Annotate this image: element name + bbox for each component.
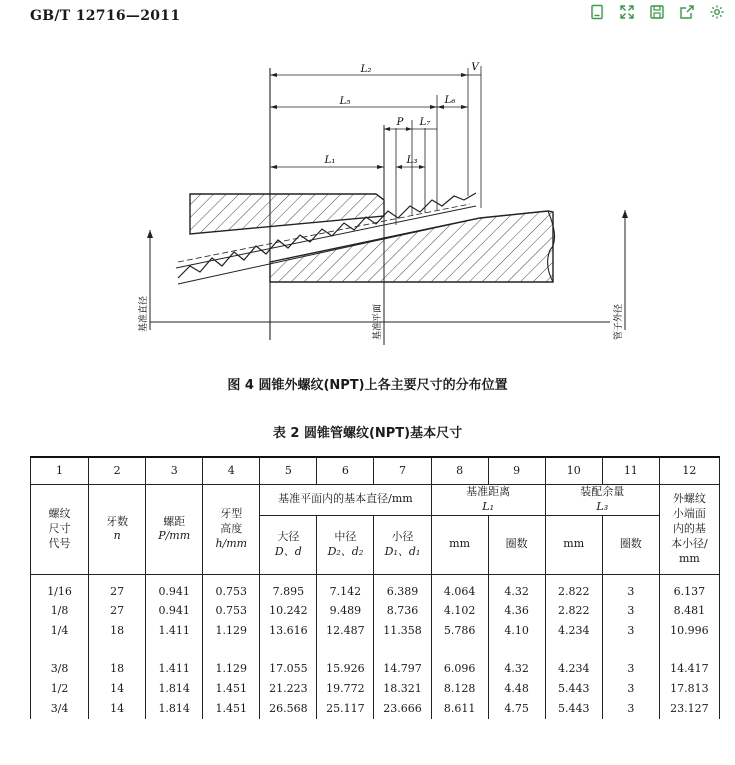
table-cell: 3/8 [31,659,89,679]
table-cell: 8.736 [374,601,431,621]
col-number: 2 [89,457,146,485]
table-cell: 17.813 [659,679,719,699]
table-cell: 0.941 [146,574,203,601]
header-ref-distance-mm: mm [431,515,488,574]
standard-number: GB/T 12716—2011 [30,8,181,24]
table-cell: 5.786 [431,621,488,641]
table-cell: 6.137 [659,574,719,601]
label-reference-plane: 基准平面 [373,303,383,340]
share-icon [679,4,695,20]
table-row [31,574,720,601]
table-cell: 18 [89,659,146,679]
label-L7: L₇ [419,117,431,128]
col-number: 12 [659,457,719,485]
table-cell-empty [203,641,260,659]
label-L6: L₆ [444,95,456,106]
table-cell: 27 [89,601,146,621]
table-cell: 9.489 [317,601,374,621]
table-cell-empty [146,641,203,659]
table-cell: 0.753 [203,601,260,621]
table-cell: 4.064 [431,574,488,601]
table-cell: 1.451 [203,679,260,699]
share-button[interactable] [673,1,701,23]
table-cell: 1/2 [31,679,89,699]
table-cell: 4.102 [431,601,488,621]
page-icon [589,4,605,20]
table-cell: 5.443 [545,699,602,719]
table-cell: 25.117 [317,699,374,719]
table-body [31,574,720,719]
table-cell: 4.36 [488,601,545,621]
table-cell: 3 [602,659,659,679]
table-cell: 2.822 [545,574,602,601]
table-cell: 1.814 [146,679,203,699]
table-cell: 1.411 [146,659,203,679]
header-thread-height: 牙型 高度 h/mm [203,485,260,575]
label-V: V [471,62,479,73]
table-cell: 27 [89,574,146,601]
header-minor-diameter: 小径 D₁、d₁ [374,515,431,574]
col-number: 5 [260,457,317,485]
label-L2: L₂ [360,64,372,75]
table-cell: 26.568 [260,699,317,719]
table-cell-empty [545,641,602,659]
table-cell: 12.487 [317,621,374,641]
header-major-diameter: 大径 D、d [260,515,317,574]
table-cell: 4.234 [545,659,602,679]
table-cell-empty [659,641,719,659]
table-cell: 4.32 [488,574,545,601]
label-reference-diameter: 基准直径 [139,295,149,332]
table-cell-empty [31,641,89,659]
table-cell: 7.142 [317,574,374,601]
save-button[interactable] [643,1,671,23]
table-cell: 4.48 [488,679,545,699]
table-cell: 0.941 [146,601,203,621]
table-cell: 14.417 [659,659,719,679]
dimension-P [384,117,412,131]
table-cell: 19.772 [317,679,374,699]
table-cell: 18 [89,621,146,641]
table-cell: 23.666 [374,699,431,719]
label-P: P [396,117,404,128]
col-number: 4 [203,457,260,485]
expand-icon [619,4,635,20]
table-cell: 1.129 [203,621,260,641]
col-number: 11 [602,457,659,485]
dimension-V [468,62,481,75]
col-number: 1 [31,457,89,485]
table-group-gap [31,641,720,659]
table-cell: 4.32 [488,659,545,679]
table-cell: 6.389 [374,574,431,601]
header-thread-size-code: 螺纹 尺寸 代号 [31,485,89,575]
label-L3: L₃ [406,155,418,166]
table-cell-empty [317,641,374,659]
col-number: 10 [545,457,602,485]
table-cell: 8.481 [659,601,719,621]
table-cell-empty [260,641,317,659]
dimension-L5 [270,96,437,109]
header-threads-per-inch: 牙数 n [89,485,146,575]
table-cell: 21.223 [260,679,317,699]
col-number: 7 [374,457,431,485]
table-cell: 14 [89,699,146,719]
table-cell: 3 [602,574,659,601]
viewer-toolbar [583,0,735,24]
header-allowance-mm: mm [545,515,602,574]
table-row [31,659,720,679]
table-cell: 8.611 [431,699,488,719]
table-cell: 14.797 [374,659,431,679]
table-row [31,621,720,641]
table-row [31,699,720,719]
table-cell: 10.996 [659,621,719,641]
settings-button[interactable] [703,1,731,23]
header-assembly-allowance: 装配余量 L₃ [545,485,659,516]
npt-thread-figure [0,40,735,370]
npt-basic-dimensions-table [30,456,720,719]
figure-caption: 图 4 圆锥外螺纹(NPT)上各主要尺寸的分布位置 [227,378,508,393]
table-cell: 3 [602,601,659,621]
table-cell: 1/8 [31,601,89,621]
table-cell: 2.822 [545,601,602,621]
table-cell: 6.096 [431,659,488,679]
table-cell: 1.411 [146,621,203,641]
table-cell: 10.242 [260,601,317,621]
dimension-L1 [270,155,384,169]
table-row [31,601,720,621]
dimension-L2 [270,64,468,77]
col-number: 6 [317,457,374,485]
table-cell: 4.10 [488,621,545,641]
table-cell-empty [431,641,488,659]
dimension-L7 [412,117,437,129]
table-cell: 11.358 [374,621,431,641]
header-allowance-turns: 圈数 [602,515,659,574]
table-cell-empty [488,641,545,659]
table-cell: 0.753 [203,574,260,601]
dimension-L3 [396,155,425,169]
gear-icon [709,4,725,20]
col-number: 3 [146,457,203,485]
header-ref-distance-turns: 圈数 [488,515,545,574]
table-cell: 3 [602,679,659,699]
col-number: 9 [488,457,545,485]
table-cell: 18.321 [374,679,431,699]
header-small-end-minor-diameter: 外螺纹 小端面 内的基 本小径/ mm [659,485,719,575]
table-cell: 23.127 [659,699,719,719]
table-cell: 1.814 [146,699,203,719]
table-cell: 3 [602,699,659,719]
table-cell: 15.926 [317,659,374,679]
table-cell: 1.451 [203,699,260,719]
save-icon [649,4,665,20]
header-pitch-diameter: 中径 D₂、d₂ [317,515,374,574]
table-cell-empty [89,641,146,659]
table-cell: 5.443 [545,679,602,699]
fullscreen-button[interactable] [613,1,641,23]
table-cell: 17.055 [260,659,317,679]
header-reference-distance: 基准距离 L₁ [431,485,545,516]
table-cell-empty [374,641,431,659]
fit-page-button[interactable] [583,1,611,23]
label-L5: L₅ [339,96,351,107]
table-caption: 表 2 圆锥管螺纹(NPT)基本尺寸 [272,426,463,441]
fitting-section [190,194,384,234]
dimension-L6 [437,95,468,109]
col-number: 8 [431,457,488,485]
label-L1: L₁ [324,155,336,166]
table-cell: 1.129 [203,659,260,679]
table-cell: 1/4 [31,621,89,641]
table-cell: 8.128 [431,679,488,699]
header-pitch: 螺距 P/mm [146,485,203,575]
table-cell: 14 [89,679,146,699]
header-basic-diameters: 基准平面内的基本直径/mm [260,485,431,516]
table-cell: 4.75 [488,699,545,719]
table-cell: 13.616 [260,621,317,641]
table-row [31,679,720,699]
table-cell: 3/4 [31,699,89,719]
label-pipe-outer-diameter: 管子外径 [614,303,624,340]
table-cell: 7.895 [260,574,317,601]
table-cell-empty [602,641,659,659]
table-cell: 3 [602,621,659,641]
table-cell: 4.234 [545,621,602,641]
table-cell: 1/16 [31,574,89,601]
